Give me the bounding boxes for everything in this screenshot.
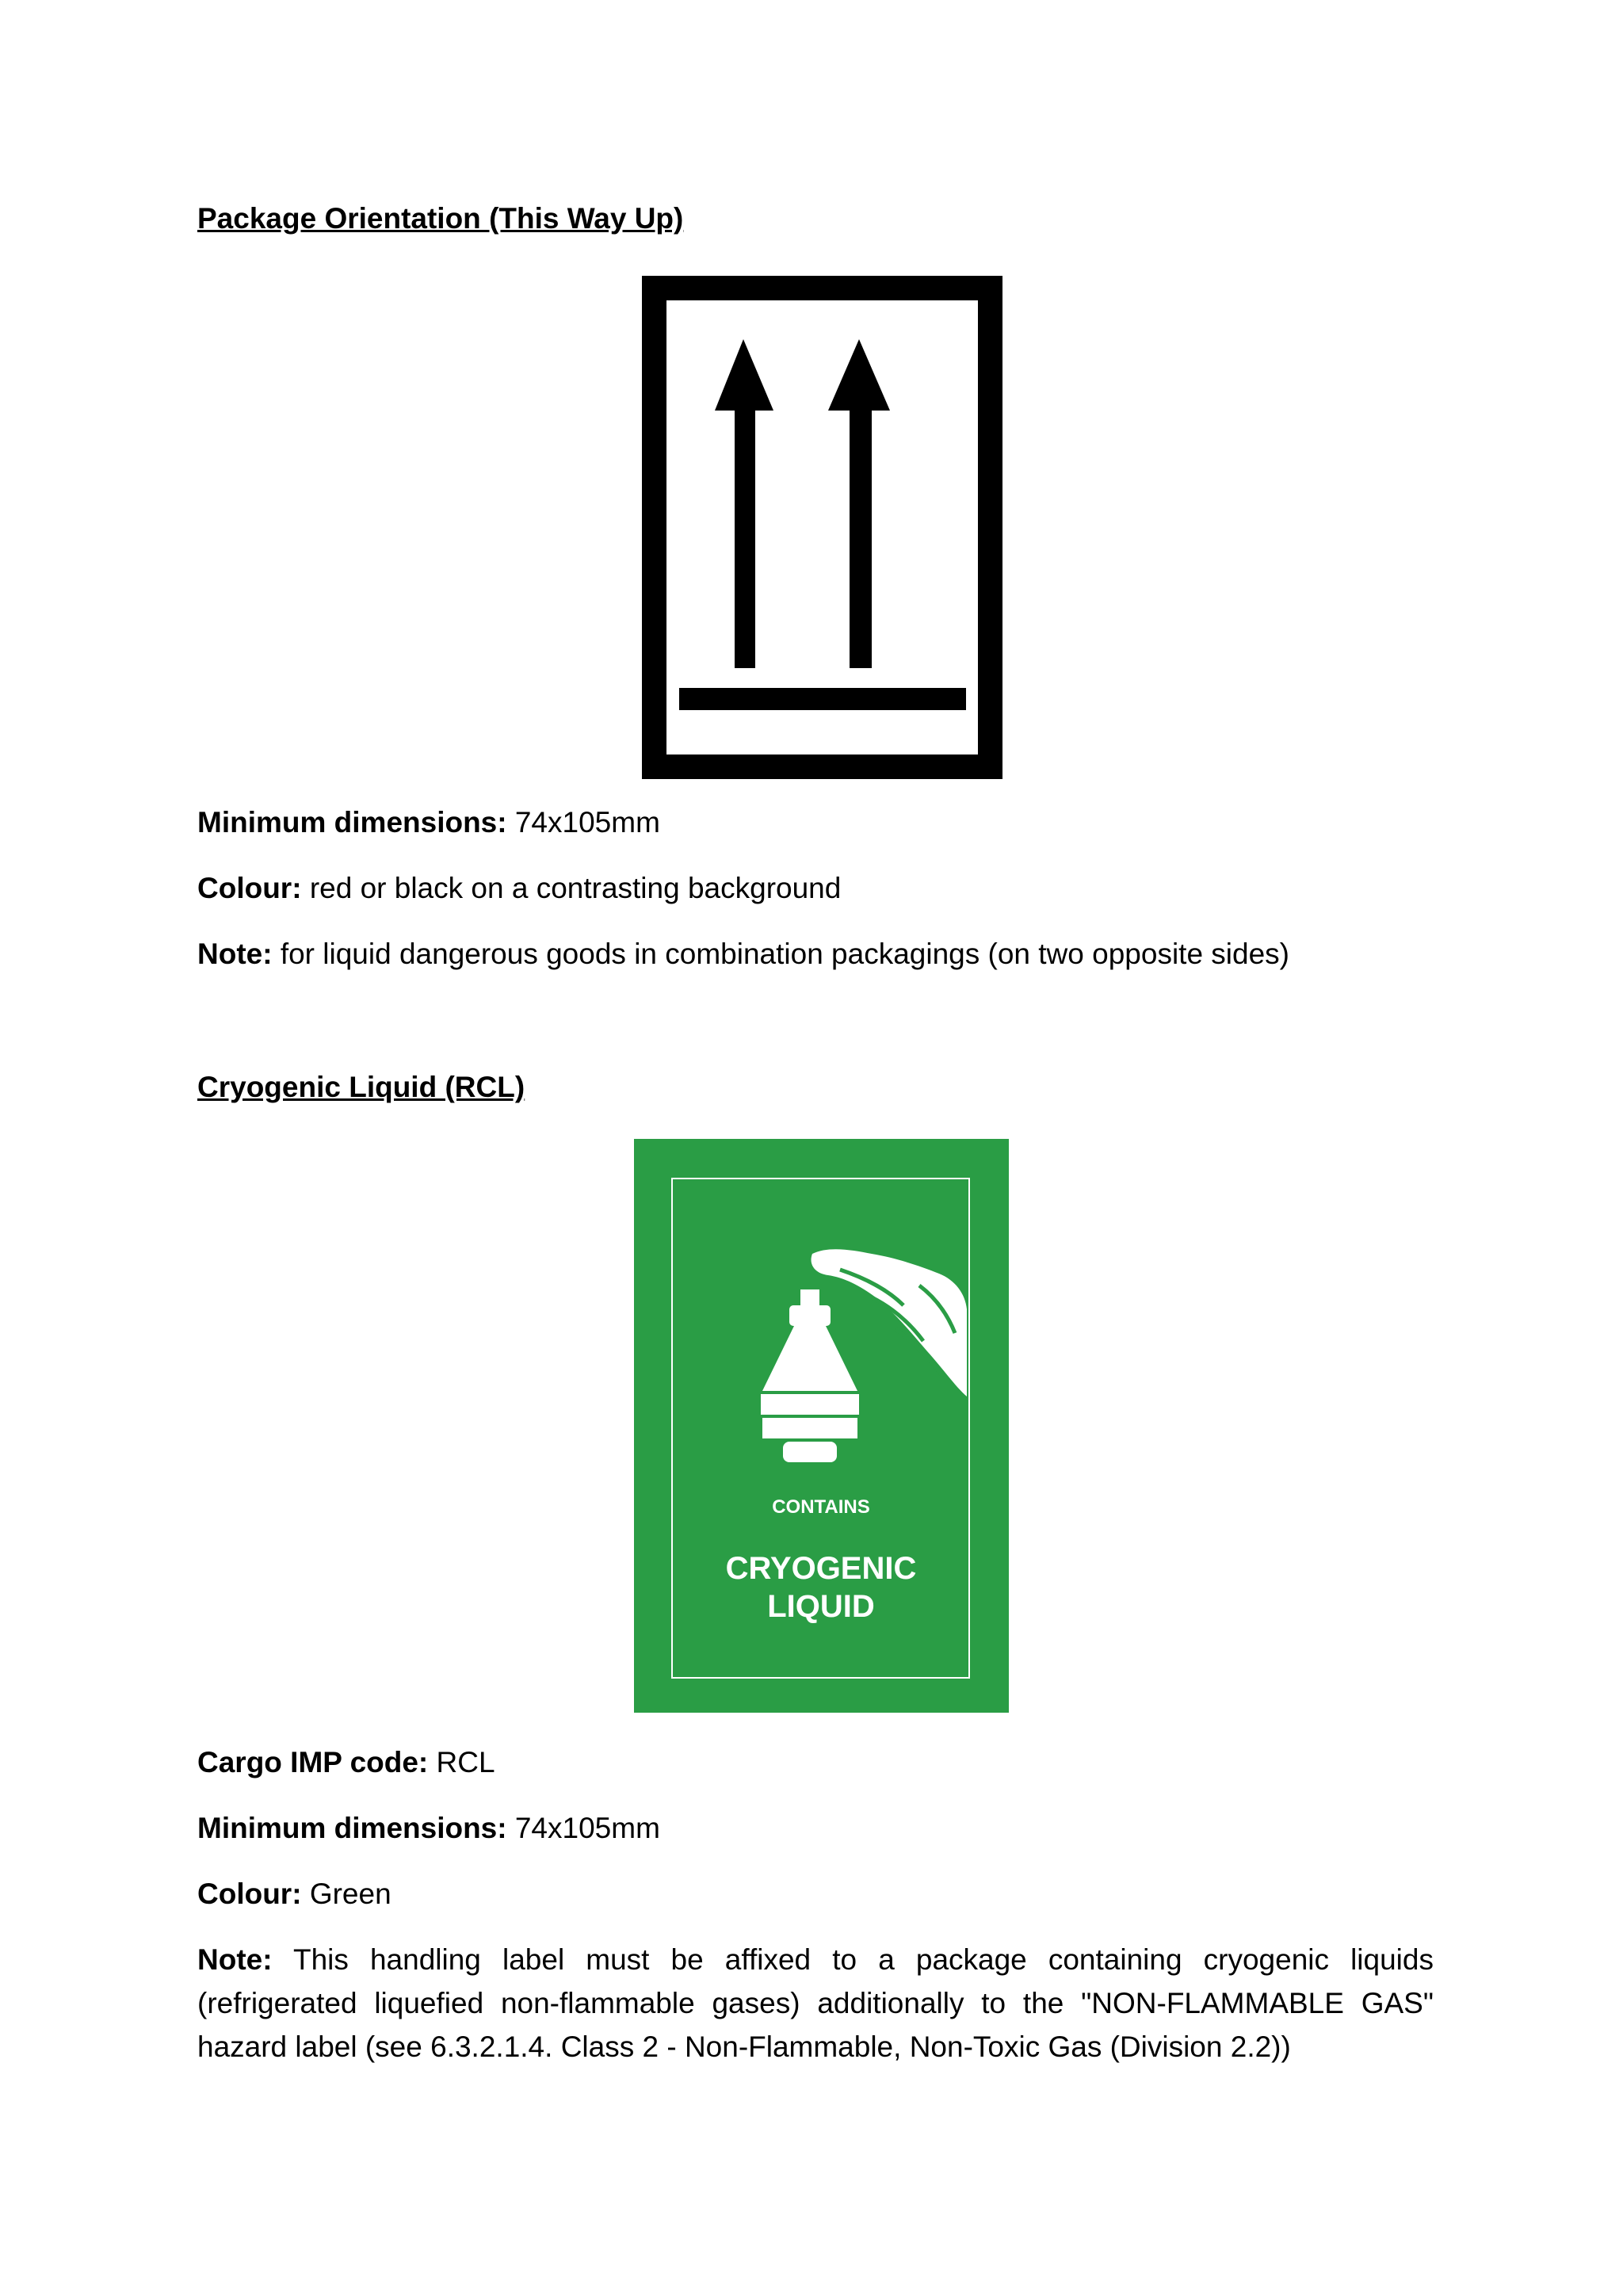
section1-note [197,932,1434,976]
section2-cargo-code [197,1740,1434,1784]
min-dimensions-value: 74x105mm [514,1812,660,1844]
note-label: Note: [197,938,273,970]
section-heading-package-orientation: Package Orientation (This Way Up) [197,202,684,235]
colour-value: Green [309,1878,391,1910]
note-label: Note: [197,1943,273,1976]
colour-label: Colour: [197,872,302,904]
label-contains-text: CONTAINS [772,1496,870,1518]
cryogenic-liquid-label [634,1139,1009,1713]
section-heading-cryogenic-liquid: Cryogenic Liquid (RCL) [197,1071,525,1103]
note-value: for liquid dangerous goods in combination packagings (on two opposite sides) [280,938,1290,970]
note-value: This handling label must be affixed to a package containing cryogenic liquids (refrigerated liquefied non-flammable gases) additionally to the "NON-FLAMMABLE GAS" hazard label (see 6.3.2.1.4. Class 2 - Non-Flammable, Non-Toxic Gas (Division 2.2)) [197,1943,1434,2063]
min-dimensions-label: Minimum dimensions: [197,1812,507,1844]
min-dimensions-value: 74x105mm [514,806,660,839]
cargo-code-label: Cargo IMP code: [197,1746,429,1778]
colour-label: Colour: [197,1878,302,1910]
section2-min-dimensions [197,1806,1434,1850]
section2-colour [197,1872,1434,1916]
this-way-up-label-icon [642,276,1002,779]
min-dimensions-label: Minimum dimensions: [197,806,507,839]
label-title-line2: LIQUID [767,1589,875,1624]
section1-min-dimensions [197,800,1434,844]
section2-note [197,1938,1434,2069]
colour-value: red or black on a contrasting background [309,872,842,904]
section1-colour [197,866,1434,910]
cargo-code-value: RCL [436,1746,495,1778]
label-title-line1: CRYOGENIC [725,1551,917,1586]
